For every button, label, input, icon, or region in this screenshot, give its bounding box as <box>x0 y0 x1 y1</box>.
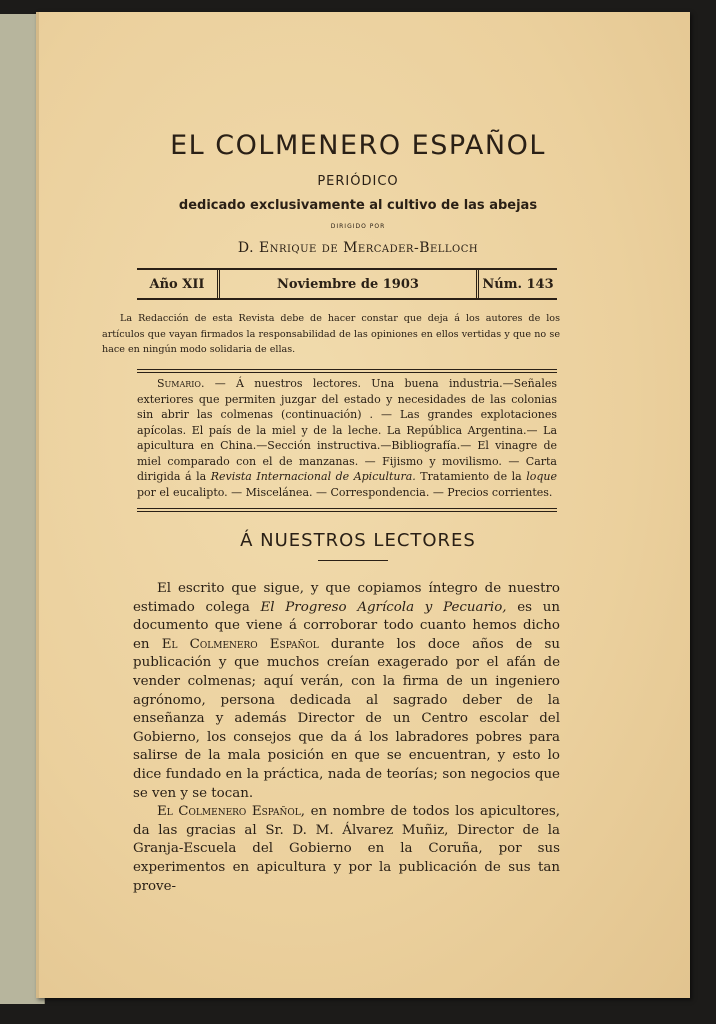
journal-subtitle: PERIÓDICO <box>317 174 399 189</box>
paragraph-1-text-b: es un documento que viene á corroborar todo cuanto hemos dicho en <box>133 599 560 652</box>
paragraph-1-source-title: El Progreso Agrícola y Pecuario, <box>260 599 507 615</box>
summary-text-1: — Á nuestros lectores. Una buena industria.—Señales exteriores que permiten juzgar del estado y necesidades de las colonias sin abrir las colmenas (continuación) . — Las grandes explotaciones apícolas. El país de la miel y de la leche. La República Argentina.— La apicultura en China.—Sección instructiva.—Bibliografía.— El vinagre de miel comparado con el de manzanas. — Fijismo y movilismo. — Carta dirigida á la <box>137 377 557 483</box>
summary-text-2: Tratamiento de la <box>415 470 527 483</box>
paragraph-1-journal-name: El Colmenero Español <box>161 636 319 652</box>
heading-underline <box>318 560 388 561</box>
issue-year: Año XII <box>137 270 220 298</box>
paragraph-1-text-a: El escrito que sigue, y que copiamos íntegro de nuestro estimado colega <box>133 581 560 615</box>
summary-loque: loque <box>526 470 557 483</box>
summary-block <box>137 376 557 500</box>
issue-date: Noviembre de 1903 <box>220 270 479 298</box>
article-heading: Á NUESTROS LECTORES <box>240 530 476 551</box>
editorial-notice: La Redacción de esta Revista debe de hacer constar que deja á los autores de los artículos que vayan firmados la responsabilidad de las opiniones en ellos vertidas y que no se hace en ningún modo solidaria de ellas. <box>102 313 560 356</box>
paragraph-2-text: , en nombre de todos los apicultores, da las gracias al Sr. D. M. Álvarez Muñiz, Director de la Granja-Escuela del Gobierno en la Coruña, por sus experimentos en apicultura y por la publicación de sus tan prove- <box>133 804 560 894</box>
article-paragraph-2 <box>133 803 560 896</box>
summary-label: Sumario. <box>157 377 205 390</box>
directed-by-label: DIRIGIDO POR <box>330 223 386 230</box>
paragraph-2-journal-name: El Colmenero Español <box>157 804 301 820</box>
editor-name: D. Enrique de Mercader-Belloch <box>237 240 479 256</box>
journal-title: EL COLMENERO ESPAÑOL <box>170 130 546 161</box>
summary-bottom-rule <box>137 508 557 512</box>
summary-journal-title: Revista Internacional de Apicultura. <box>210 470 416 483</box>
summary-top-rule <box>137 369 557 373</box>
article-paragraph-1 <box>133 580 560 803</box>
summary-text-3: por el eucalipto. — Miscelánea. — Correspondencia. — Precios corrientes. <box>137 485 553 499</box>
article-body <box>133 580 560 896</box>
issue-number: Núm. 143 <box>482 276 554 292</box>
paragraph-1-text-c: durante los doce años de su publicación y que muchos creían exagerado por el afán de vender colmenas; aquí verán, con la firma de un ingeniero agrónomo, persona dedicada al sagrado deber de la enseñanza y además Director de un Centro escolar del Gobierno, los consejos que da á los labradores pobres para salirse de la mala posición en que se encuentran, y esto lo dice fundado en la práctica, nada de teorías; son negocios que se ven y se tocan. <box>133 636 560 801</box>
journal-tagline: dedicado exclusivamente al cultivo de las abejas <box>178 198 538 213</box>
issue-info-bar <box>137 268 557 300</box>
